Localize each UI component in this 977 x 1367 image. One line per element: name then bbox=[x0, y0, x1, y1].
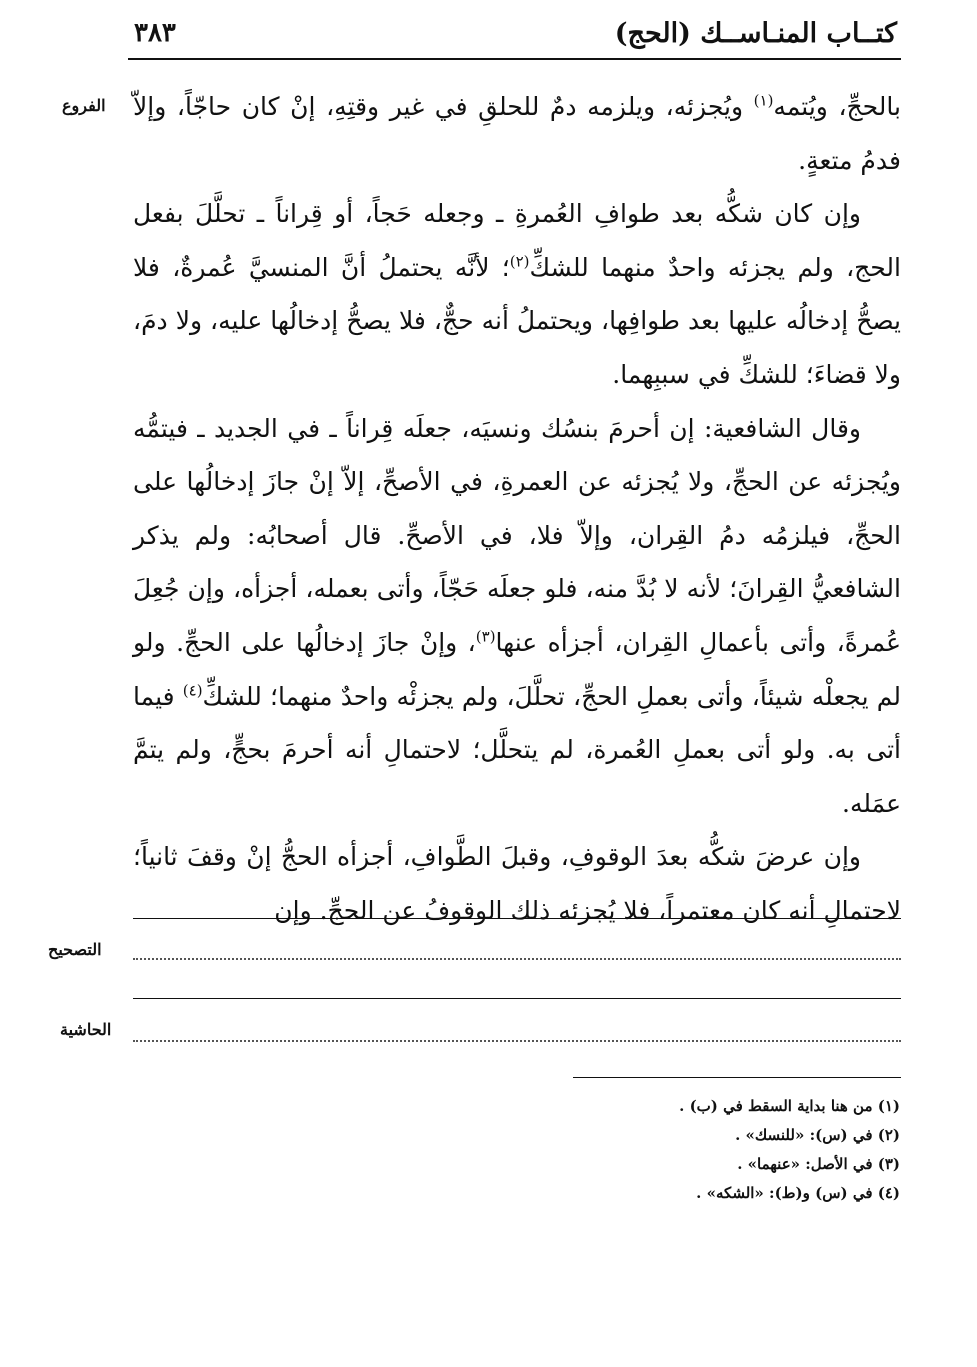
tashih-dotted-line[interactable] bbox=[133, 958, 901, 960]
footnote-3: (٣) في الأصل: «عنهما» . bbox=[737, 1155, 900, 1173]
main-text bbox=[133, 80, 901, 938]
hashiya-top-rule bbox=[133, 998, 901, 999]
footnote-ref-3[interactable]: (٣) bbox=[475, 627, 496, 646]
paragraph-3: وقال الشافعية: إن أحرمَ بنسُك ونسيَه، جعلَه قِراناً ـ في الجديد ـ فيتمُّه ويُجزئه عن الحجِّ، ولا يُجزئه عن العمرةِ، في الأصحِّ، إلاّ إنْ جازَ إدخالُها على الحجِّ، فيلزمُه دمُ القِران، وإلاّ فلا، في الأصحِّ. قال أصحابُه: ولم يذكر الشافعيُّ القِرانَ؛ لأنه لا بُدَّ منه، فلو جعلَه حَجّاً، وأتى بعمله، أجزأه، وإن جُعِلَ عُمرةً، وأتى بأعمالِ القِران، أجزأه عنها$^{(٣)}$، وإنْ جازَ إدخالُها على الحجِّ. ولو لم يجعلْه شيئاً، وأتى بعملِ الحجِّ، تحلَّلَ، ولم يجزئْه واحدٌ منهما؛ للشكِّ$^{(٤)}$ فيما أتى به. ولو أتى بعملِ العُمرة، لم يتحلَّل؛ لاحتمالِ أنه أحرمَ بحجٍّ، ولم يتمَّ عمَله. bbox=[133, 413, 901, 818]
paragraph-2: وإن كان شكُّه بعد طوافِ العُمرةِ ـ وجعله حَجاً، أو قِراناً ـ تحلَّلَ بفعل الحج، ولم يجزئه واحدٌ منهما للشكِّ$^{(٢)}$؛ لأنَّه يحتملُ أنَّ المنسيَّ عُمرةٌ، فلا يصحُّ إدخالُه عليها بعد طوافِها، ويحتملُ أنه حجٌّ، فلا يصحُّ إدخالُها عليه، ولا دمَ، ولا قضاءَ؛ للشكِّ في سببِهما. bbox=[133, 199, 901, 389]
margin-label-hashiya: الحاشية bbox=[60, 1020, 112, 1039]
paragraph-1: بالحجِّ، ويُتمه$^{(١)}$ ويُجزئه، ويلزمه دمٌ للحلقِ في غير وقتِهِ، إنْ كان حاجّاً، وإلاّ فدمُ متعةٍ. bbox=[133, 91, 901, 175]
footnote-2: (٢) في (س): «للنسك» . bbox=[735, 1126, 900, 1144]
footnote-ref-4[interactable]: (٤) bbox=[182, 681, 203, 700]
footnotes bbox=[400, 1092, 900, 1208]
page-number: ٣٨٣ bbox=[134, 18, 176, 48]
footnote-1: (١) من هنا بداية السقط في (ب) . bbox=[679, 1097, 900, 1115]
margin-label-furu: الفروع bbox=[62, 96, 106, 115]
paragraph-4: وإن عرضَ شكُّه بعدَ الوقوفِ، وقبلَ الطَّوافِ، أجزأه الحجُّ إنْ وقفَ ثانياً؛ لاحتمالِ أنه كان معتمراً، فلا يُجزئه ذلك الوقوفُ عن الحجِّ. وإن bbox=[133, 842, 901, 925]
footnote-4: (٤) في (س) و(ط): «الشكه» . bbox=[696, 1184, 900, 1202]
book-title: كتــاب المنـاســك (الحج) bbox=[614, 18, 897, 49]
margin-label-tashih: التصحيح bbox=[48, 940, 102, 959]
tashih-top-rule bbox=[133, 918, 901, 919]
footnote-ref-1[interactable]: (١) bbox=[753, 91, 774, 110]
page-header bbox=[128, 14, 901, 60]
footnote-separator bbox=[573, 1077, 901, 1078]
hashiya-dotted-line[interactable] bbox=[133, 1040, 901, 1042]
footnote-ref-2[interactable]: (٢) bbox=[509, 252, 530, 271]
